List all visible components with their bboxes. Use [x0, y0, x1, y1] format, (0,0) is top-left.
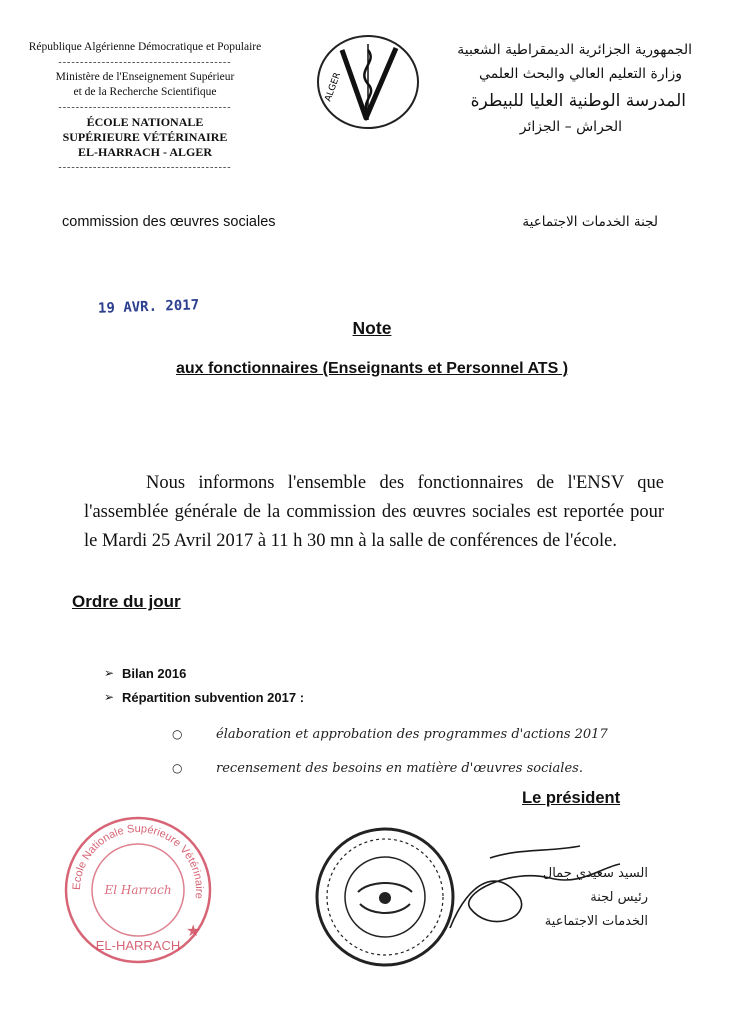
list-item: [104, 685, 304, 709]
agenda-title: Ordre du jour: [72, 592, 181, 611]
arrow-bullet-icon: ➢: [104, 666, 115, 680]
circle-bullet-icon: ○: [172, 761, 183, 775]
arrow-bullet-icon: ➢: [104, 690, 115, 704]
note-subtitle: aux fonctionnaires (Enseignants et Personnel ATS ): [175, 360, 569, 377]
school-seal: [58, 810, 218, 970]
signatory-name: السيد سعيدي جمال: [542, 866, 648, 881]
city-line-ar: الحراش – الجزائر: [519, 119, 622, 135]
seal-bottom-text: EL-HARRACH: [95, 938, 181, 953]
circle-bullet-icon: ○: [172, 727, 183, 741]
committee-name-ar: لجنة الخدمات الاجتماعية: [522, 214, 658, 230]
seal-ring-text: Ecole Nationale Supérieure Vétérinaire: [70, 822, 206, 900]
agenda-sublist: [172, 717, 608, 785]
list-item: [172, 717, 608, 751]
signatory-role-2: الخدمات الاجتماعية: [544, 914, 648, 929]
committee-name: commission des œuvres sociales: [62, 214, 276, 230]
header-right: [402, 38, 692, 138]
seal-center-text: El Harrach: [104, 883, 172, 897]
signatory-role: رئيس لجنة: [590, 890, 648, 905]
signature-block: [543, 862, 648, 934]
republic-line: République Algérienne Démocratique et Populaire: [28, 41, 262, 53]
school-name-2: SUPÉRIEURE VÉTÉRINAIRE: [62, 130, 228, 144]
star-icon: ★: [186, 923, 201, 940]
agenda-list: [104, 661, 304, 709]
school-name-3: EL-HARRACH - ALGER: [77, 145, 212, 159]
date-stamp: 19 AVR. 2017: [97, 297, 200, 317]
note-title: Note: [352, 318, 392, 338]
republic-line-ar: الجمهورية الجزائرية الديمقراطية الشعبية: [457, 42, 692, 58]
list-item: [172, 751, 608, 785]
ministry-line-ar: وزارة التعليم العالي والبحث العلمي: [479, 66, 682, 82]
header-left: [20, 40, 270, 175]
separator-dashes-3: ----------------------------------------: [58, 162, 232, 173]
agenda-item-label: Répartition subvention 2017 :: [122, 689, 305, 705]
school-name-1: ÉCOLE NATIONALE: [86, 115, 204, 129]
school-name-ar: المدرسة الوطنية العليا للبيطرة: [470, 91, 686, 111]
agenda-subitem-label: recensement des besoins en matière d'œuvres sociales.: [216, 760, 583, 776]
agenda-subitem-label: élaboration et approbation des programmes d'actions 2017: [216, 726, 608, 742]
agenda-item-label: Bilan 2016: [122, 665, 187, 681]
ministry-line-2: et de la Recherche Scientifique: [73, 86, 217, 98]
separator-dashes-2: ----------------------------------------: [58, 102, 232, 113]
note-body: Nous informons l'ensemble des fonctionnaires de l'ENSV que l'assemblée générale de la commission des œuvres sociales est reportée pour le Mardi 25 Avril 2017 à 11 h 30 mn à la salle de conférences de l'école.: [84, 473, 664, 551]
signatory-title: Le président: [522, 789, 621, 807]
ministry-line: Ministère de l'Enseignement Supérieur: [55, 71, 235, 83]
separator-dashes: ----------------------------------------: [58, 57, 232, 68]
logo-text: ALGER: [323, 71, 344, 104]
list-item: [104, 661, 304, 685]
